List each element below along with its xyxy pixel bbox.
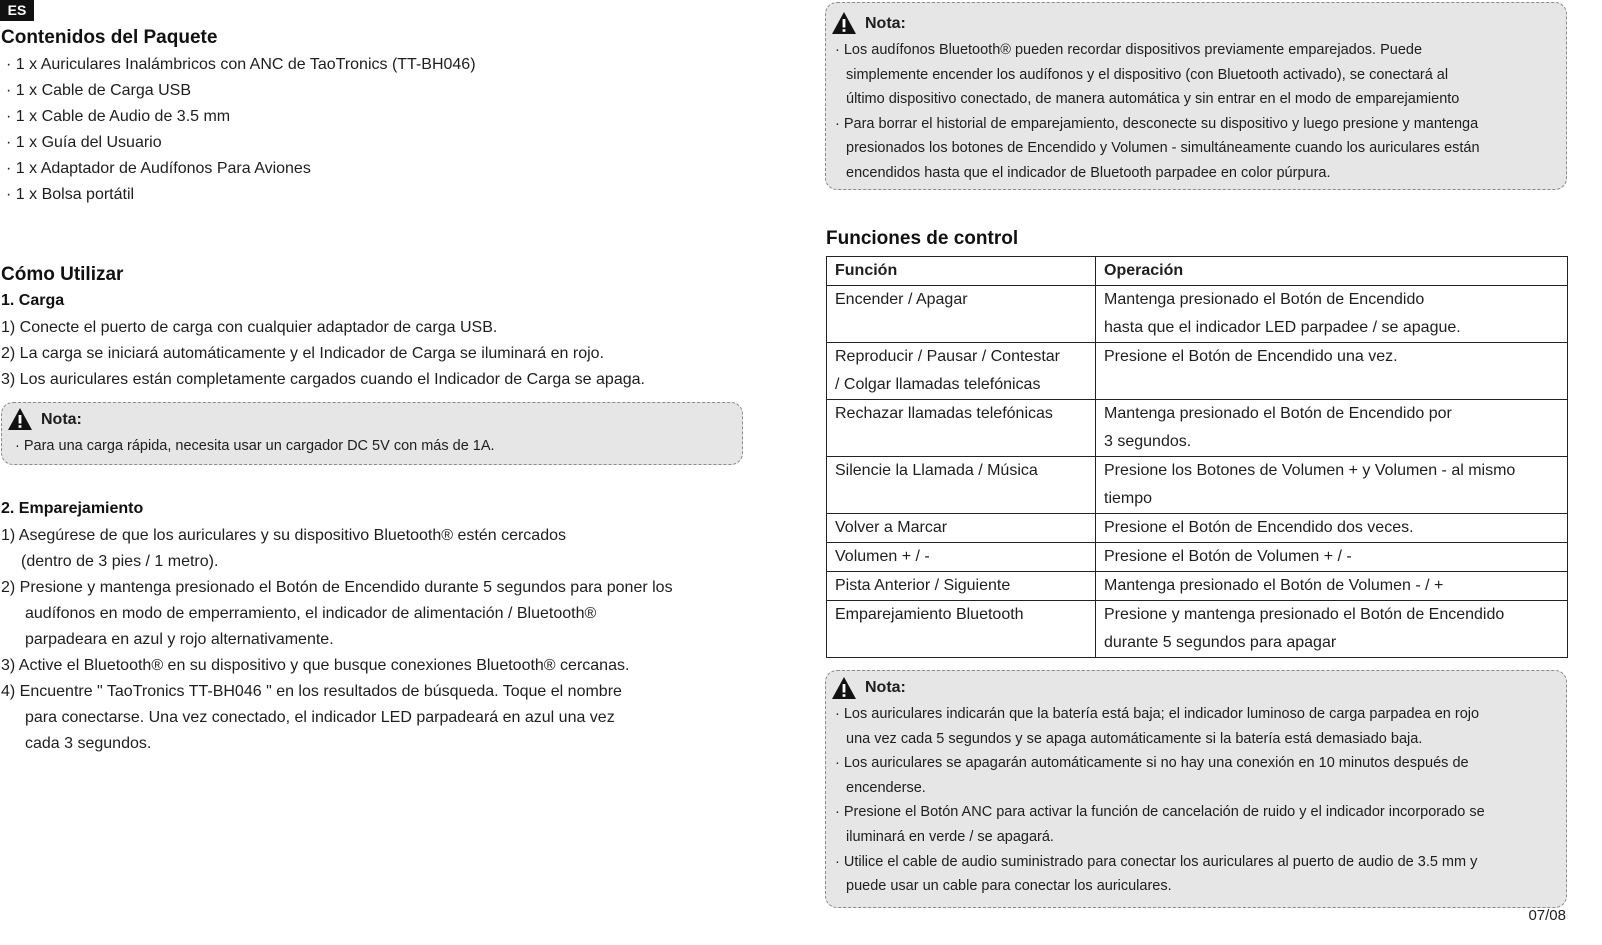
note-line: · Los audífonos Bluetooth® pueden recordar dispositivos previamente emparejados. Puede <box>835 38 1480 63</box>
note-line: · Presione el Botón ANC para activar la función de cancelación de ruido y el indicador incorporado se <box>835 800 1485 825</box>
note-line: iluminará en verde / se apagará. <box>846 828 1054 845</box>
step-line: 2) Presione y mantenga presionado el Botón de Encendido durante 5 segundos para poner los <box>1 579 673 596</box>
list-item: · 1 x Auriculares Inalámbricos con ANC de TaoTronics (TT-BH046) <box>6 52 476 78</box>
list-item: · 1 x Guía del Usuario <box>6 130 476 156</box>
step-line: 3) Los auriculares están completamente cargados cuando el Indicador de Carga se apaga. <box>1 371 645 388</box>
note-line: · Los auriculares se apagarán automáticamente si no hay una conexión en 10 minutos después de <box>835 751 1485 776</box>
usage-title: Cómo Utilizar <box>1 264 124 285</box>
note-lines <box>835 702 1485 899</box>
list-item: · 1 x Cable de Audio de 3.5 mm <box>6 104 476 130</box>
table-row <box>827 543 1568 572</box>
warning-icon <box>831 11 857 35</box>
warning-icon <box>831 676 857 700</box>
list-item: · 1 x Adaptador de Audífonos Para Aviones <box>6 156 476 182</box>
note-line: encendidos hasta que el indicador de Bluetooth parpadee en color púrpura. <box>846 164 1331 181</box>
note-line: una vez cada 5 segundos y se apaga automáticamente si la batería está demasiado baja. <box>846 730 1423 747</box>
column-header: Operación <box>1096 257 1568 286</box>
controls-table <box>826 256 1568 658</box>
function-cell: Reproducir / Pausar / Contestar / Colgar llamadas telefónicas <box>827 343 1096 400</box>
function-cell: Volver a Marcar <box>827 514 1096 543</box>
charge-note-box <box>1 402 743 465</box>
table-row <box>827 572 1568 601</box>
step-line: 2) La carga se iniciará automáticamente y el Indicador de Carga se iluminará en rojo. <box>1 345 604 362</box>
step-line: parpadeara en azul y rojo alternativamente. <box>25 631 334 648</box>
function-cell: Pista Anterior / Siguiente <box>827 572 1096 601</box>
contents-list <box>6 52 476 208</box>
step-line: (dentro de 3 pies / 1 metro). <box>21 553 219 570</box>
note-line: · Utilice el cable de audio suministrado para conectar los auriculares al puerto de audio de 3.5 mm y <box>835 850 1485 875</box>
page-number: 07/08 <box>1528 907 1566 924</box>
operation-cell: Presione el Botón de Encendido dos veces. <box>1096 514 1568 543</box>
function-cell: Silencie la Llamada / Música <box>827 457 1096 514</box>
column-header: Función <box>827 257 1096 286</box>
list-item: · 1 x Bolsa portátil <box>6 182 476 208</box>
step-line: cada 3 segundos. <box>25 735 152 752</box>
note-line: encenderse. <box>846 779 926 796</box>
language-badge: ES <box>0 0 34 21</box>
charging-steps <box>1 315 645 393</box>
table-row <box>827 343 1568 400</box>
note-lines <box>835 38 1480 186</box>
contents-title: Contenidos del Paquete <box>1 27 218 48</box>
note-line: · Los auriculares indicarán que la batería está baja; el indicador luminoso de carga parpadea en rojo <box>835 702 1485 727</box>
top-note-box <box>825 2 1567 190</box>
operation-cell: Presione los Botones de Volumen + y Volumen - al mismo tiempo <box>1096 457 1568 514</box>
controls-title: Funciones de control <box>826 228 1019 249</box>
list-item: · 1 x Cable de Carga USB <box>6 78 476 104</box>
step-line: para conectarse. Una vez conectado, el indicador LED parpadeará en azul una vez <box>25 709 615 726</box>
table-row <box>827 286 1568 343</box>
operation-cell: Presione y mantenga presionado el Botón de Encendido durante 5 segundos para apagar <box>1096 601 1568 658</box>
operation-cell: Mantenga presionado el Botón de Encendido por 3 segundos. <box>1096 400 1568 457</box>
note-lines <box>15 434 495 459</box>
operation-cell: Presione el Botón de Volumen + / - <box>1096 543 1568 572</box>
bottom-note-box <box>825 670 1567 908</box>
table-row <box>827 457 1568 514</box>
note-title: Nota: <box>865 15 906 32</box>
pairing-steps <box>1 523 673 757</box>
operation-cell: Mantenga presionado el Botón de Encendido hasta que el indicador LED parpadee / se apague. <box>1096 286 1568 343</box>
operation-cell: Presione el Botón de Encendido una vez. <box>1096 343 1568 400</box>
step-line: 4) Encuentre " TaoTronics TT-BH046 " en los resultados de búsqueda. Toque el nombre <box>1 683 622 700</box>
note-line: · Para una carga rápida, necesita usar un cargador DC 5V con más de 1A. <box>15 434 495 459</box>
function-cell: Volumen + / - <box>827 543 1096 572</box>
note-title: Nota: <box>865 679 906 696</box>
charging-title: 1. Carga <box>1 292 65 309</box>
pairing-title: 2. Emparejamiento <box>1 500 144 517</box>
step-line: 1) Conecte el puerto de carga con cualquier adaptador de carga USB. <box>1 319 498 336</box>
table-row <box>827 514 1568 543</box>
note-line: último dispositivo conectado, de manera automática y sin entrar en el modo de emparejamiento <box>846 91 1460 108</box>
step-line: audífonos en modo de emperramiento, el indicador de alimentación / Bluetooth® <box>25 605 597 622</box>
table-row <box>827 601 1568 658</box>
note-line: presionados los botones de Encendido y Volumen - simultáneamente cuando los auriculares están <box>846 140 1480 157</box>
note-line: puede usar un cable para conectar los auriculares. <box>846 878 1172 895</box>
table-header-row <box>827 257 1568 286</box>
note-line: simplemente encender los audífonos y el dispositivo (con Bluetooth activado), se conectará al <box>846 66 1449 83</box>
step-line: 1) Asegúrese de que los auriculares y su dispositivo Bluetooth® estén cercados <box>1 527 566 544</box>
function-cell: Emparejamiento Bluetooth <box>827 601 1096 658</box>
operation-cell: Mantenga presionado el Botón de Volumen - / + <box>1096 572 1568 601</box>
note-line: · Para borrar el historial de emparejamiento, desconecte su dispositivo y luego presione y mantenga <box>835 112 1480 137</box>
function-cell: Encender / Apagar <box>827 286 1096 343</box>
step-line: 3) Active el Bluetooth® en su dispositivo y que busque conexiones Bluetooth® cercanas. <box>1 657 630 674</box>
warning-icon <box>7 407 33 431</box>
table-row <box>827 400 1568 457</box>
function-cell: Rechazar llamadas telefónicas <box>827 400 1096 457</box>
note-title: Nota: <box>41 411 82 428</box>
